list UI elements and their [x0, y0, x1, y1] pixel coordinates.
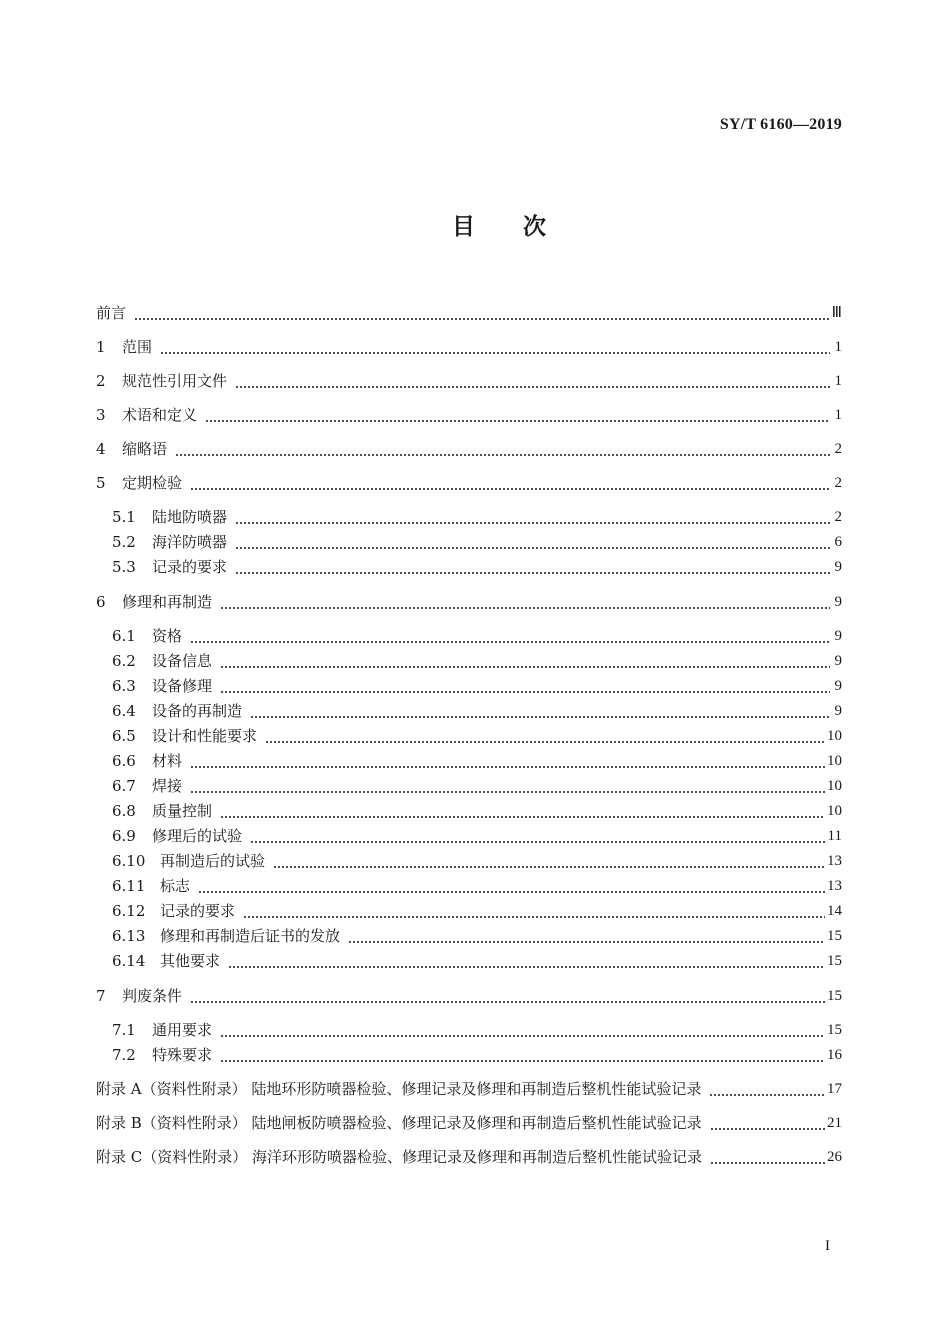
toc-entry-number: 6.4 — [112, 702, 136, 720]
toc-entry-page: 10 — [827, 778, 842, 794]
toc-entry-label: 术语和定义 — [122, 406, 198, 424]
dot-leader — [220, 1019, 825, 1041]
table-of-contents — [96, 0, 842, 1344]
toc-entry[interactable] — [112, 625, 842, 647]
toc-entry[interactable] — [112, 800, 842, 822]
toc-entry-page: 26 — [827, 1149, 842, 1165]
toc-entry-label: 规范性引用文件 — [122, 372, 228, 390]
dot-leader — [710, 1146, 825, 1168]
toc-entry-page: 1 — [834, 407, 842, 423]
toc-entry[interactable] — [112, 531, 842, 553]
toc-entry-label: 附录 C（资料性附录） 海洋环形防喷器检验、修理记录及修理和再制造后整机性能试验记录 — [96, 1148, 703, 1166]
dot-leader — [160, 336, 830, 358]
toc-entry-label: 修理后的试验 — [152, 827, 243, 845]
toc-entry[interactable] — [96, 438, 842, 460]
toc-entry[interactable] — [112, 950, 842, 972]
toc-entry[interactable] — [112, 825, 842, 847]
dot-leader — [710, 1112, 825, 1134]
toc-entry-number: 7.1 — [112, 1021, 136, 1039]
dot-leader — [190, 472, 830, 494]
toc-entry[interactable] — [112, 925, 842, 947]
dot-leader — [273, 850, 825, 872]
toc-entry-page: 9 — [834, 678, 842, 694]
toc-entry[interactable] — [96, 370, 842, 392]
toc-entry-page: 1 — [834, 373, 842, 389]
dot-leader — [190, 775, 825, 797]
toc-entry-page: 15 — [827, 988, 842, 1004]
toc-entry-label: 质量控制 — [152, 802, 213, 820]
toc-entry-page: 14 — [827, 903, 842, 919]
toc-entry-page: 2 — [834, 509, 842, 525]
toc-entry-page: 11 — [827, 828, 842, 844]
toc-entry-label: 再制造后的试验 — [160, 852, 266, 870]
toc-entry[interactable] — [112, 1019, 842, 1041]
toc-entry-label: 附录 A（资料性附录） 陆地环形防喷器检验、修理记录及修理和再制造后整机性能试验记录 — [96, 1080, 702, 1098]
toc-entry-page: 21 — [827, 1115, 842, 1131]
toc-entry-number: 3 — [96, 406, 106, 424]
toc-entry-number: 5.3 — [112, 558, 136, 576]
toc-entry-number: 6.1 — [112, 627, 136, 645]
toc-entry-page: 13 — [827, 853, 842, 869]
toc-entry[interactable] — [96, 591, 842, 613]
dot-leader — [709, 1078, 825, 1100]
dot-leader — [348, 925, 825, 947]
toc-entry-label: 设备的再制造 — [152, 702, 243, 720]
toc-entry[interactable] — [112, 900, 842, 922]
toc-entry-page: 16 — [827, 1047, 842, 1063]
toc-entry[interactable] — [96, 1078, 842, 1100]
toc-entry-number: 5.2 — [112, 533, 136, 551]
toc-entry-label: 附录 B（资料性附录） 陆地闸板防喷器检验、修理记录及修理和再制造后整机性能试验记录 — [96, 1114, 702, 1132]
toc-entry[interactable] — [96, 1146, 842, 1168]
dot-leader — [220, 800, 825, 822]
toc-entry-page: 9 — [834, 653, 842, 669]
toc-entry-number: 6.10 — [112, 852, 146, 870]
toc-entry-number: 6.12 — [112, 902, 146, 920]
dot-leader — [235, 556, 830, 578]
toc-entry-page: 13 — [827, 878, 842, 894]
standard-code: SY/T 6160—2019 — [719, 116, 842, 133]
toc-entry-number: 6.11 — [112, 877, 146, 895]
dot-leader — [228, 950, 825, 972]
dot-leader — [190, 750, 825, 772]
dot-leader — [235, 370, 830, 392]
toc-entry[interactable] — [112, 700, 842, 722]
toc-entry[interactable] — [96, 404, 842, 426]
toc-entry-label: 定期检验 — [122, 474, 183, 492]
toc-entry[interactable] — [112, 750, 842, 772]
toc-entry[interactable] — [112, 650, 842, 672]
toc-entry-number: 6.8 — [112, 802, 136, 820]
dot-leader — [220, 591, 830, 613]
toc-entry-page: 9 — [834, 559, 842, 575]
toc-entry-label: 焊接 — [152, 777, 183, 795]
toc-entry[interactable] — [112, 875, 842, 897]
dot-leader — [190, 985, 825, 1007]
toc-entry-label: 海洋防喷器 — [152, 533, 228, 551]
dot-leader — [250, 825, 826, 847]
dot-leader — [205, 404, 830, 426]
toc-entry-page: 2 — [834, 441, 842, 457]
toc-entry-number: 4 — [96, 440, 106, 458]
toc-entry-page: 9 — [834, 703, 842, 719]
toc-entry-number: 2 — [96, 372, 106, 390]
toc-entry-number: 6.5 — [112, 727, 136, 745]
dot-leader — [265, 725, 825, 747]
dot-leader — [220, 675, 830, 697]
toc-entry-page: 15 — [827, 953, 842, 969]
toc-entry-label: 陆地防喷器 — [152, 508, 228, 526]
toc-entry[interactable] — [112, 850, 842, 872]
toc-entry-number: 6.2 — [112, 652, 136, 670]
page-title: 目次 — [452, 214, 594, 240]
dot-leader — [235, 531, 830, 553]
toc-entry[interactable] — [112, 725, 842, 747]
toc-entry[interactable] — [96, 985, 842, 1007]
dot-leader — [220, 650, 830, 672]
toc-entry[interactable] — [96, 472, 842, 494]
dot-leader — [235, 506, 830, 528]
dot-leader — [220, 1044, 825, 1066]
toc-entry-number: 5.1 — [112, 508, 136, 526]
toc-entry[interactable] — [112, 775, 842, 797]
toc-entry-number: 6 — [96, 593, 106, 611]
page-number: I — [825, 1238, 830, 1254]
toc-entry-page: Ⅲ — [831, 305, 842, 321]
toc-entry[interactable] — [112, 506, 842, 528]
toc-entry-label: 修理和再制造后证书的发放 — [160, 927, 341, 945]
toc-entry-label: 其他要求 — [160, 952, 221, 970]
toc-entry[interactable] — [112, 1044, 842, 1066]
toc-entry-page: 6 — [834, 534, 842, 550]
toc-entry-label: 记录的要求 — [160, 902, 236, 920]
toc-entry-label: 资格 — [152, 627, 183, 645]
toc-entry[interactable] — [112, 675, 842, 697]
toc-entry-page: 1 — [834, 339, 842, 355]
dot-leader — [243, 900, 825, 922]
toc-entry-page: 17 — [827, 1081, 842, 1097]
dot-leader — [250, 700, 830, 722]
toc-entry-number: 7 — [96, 987, 106, 1005]
toc-entry[interactable] — [112, 556, 842, 578]
toc-entry-page: 2 — [834, 475, 842, 491]
toc-entry-label: 设备修理 — [152, 677, 213, 695]
toc-entry-label: 特殊要求 — [152, 1046, 213, 1064]
toc-entry-number: 6.7 — [112, 777, 136, 795]
toc-entry-number: 1 — [96, 338, 106, 356]
toc-entry-number: 6.9 — [112, 827, 136, 845]
toc-entry[interactable] — [96, 336, 842, 358]
dot-leader — [175, 438, 830, 460]
toc-entry-page: 10 — [827, 753, 842, 769]
toc-entry[interactable] — [96, 302, 842, 324]
toc-entry-label: 材料 — [152, 752, 183, 770]
toc-entry-label: 记录的要求 — [152, 558, 228, 576]
dot-leader — [190, 625, 830, 647]
toc-entry-number: 6.6 — [112, 752, 136, 770]
toc-entry-label: 修理和再制造 — [122, 593, 213, 611]
toc-entry-page: 15 — [827, 928, 842, 944]
toc-entry-label: 设备信息 — [152, 652, 213, 670]
toc-entry-page: 9 — [834, 594, 842, 610]
toc-entry-number: 6.13 — [112, 927, 146, 945]
toc-entry-page: 10 — [827, 728, 842, 744]
toc-entry[interactable] — [96, 1112, 842, 1134]
toc-entry-label: 标志 — [160, 877, 191, 895]
dot-leader — [134, 302, 830, 324]
toc-entry-page: 10 — [827, 803, 842, 819]
dot-leader — [198, 875, 825, 897]
toc-entry-label: 判废条件 — [122, 987, 183, 1005]
toc-entry-number: 7.2 — [112, 1046, 136, 1064]
toc-entry-label: 前言 — [96, 304, 127, 322]
toc-entry-label: 范围 — [122, 338, 153, 356]
toc-entry-page: 9 — [834, 628, 842, 644]
toc-entry-label: 设计和性能要求 — [152, 727, 258, 745]
toc-entry-number: 6.14 — [112, 952, 146, 970]
toc-entry-page: 15 — [827, 1022, 842, 1038]
toc-entry-number: 6.3 — [112, 677, 136, 695]
toc-entry-label: 通用要求 — [152, 1021, 213, 1039]
toc-entry-label: 缩略语 — [122, 440, 168, 458]
toc-entry-number: 5 — [96, 474, 106, 492]
